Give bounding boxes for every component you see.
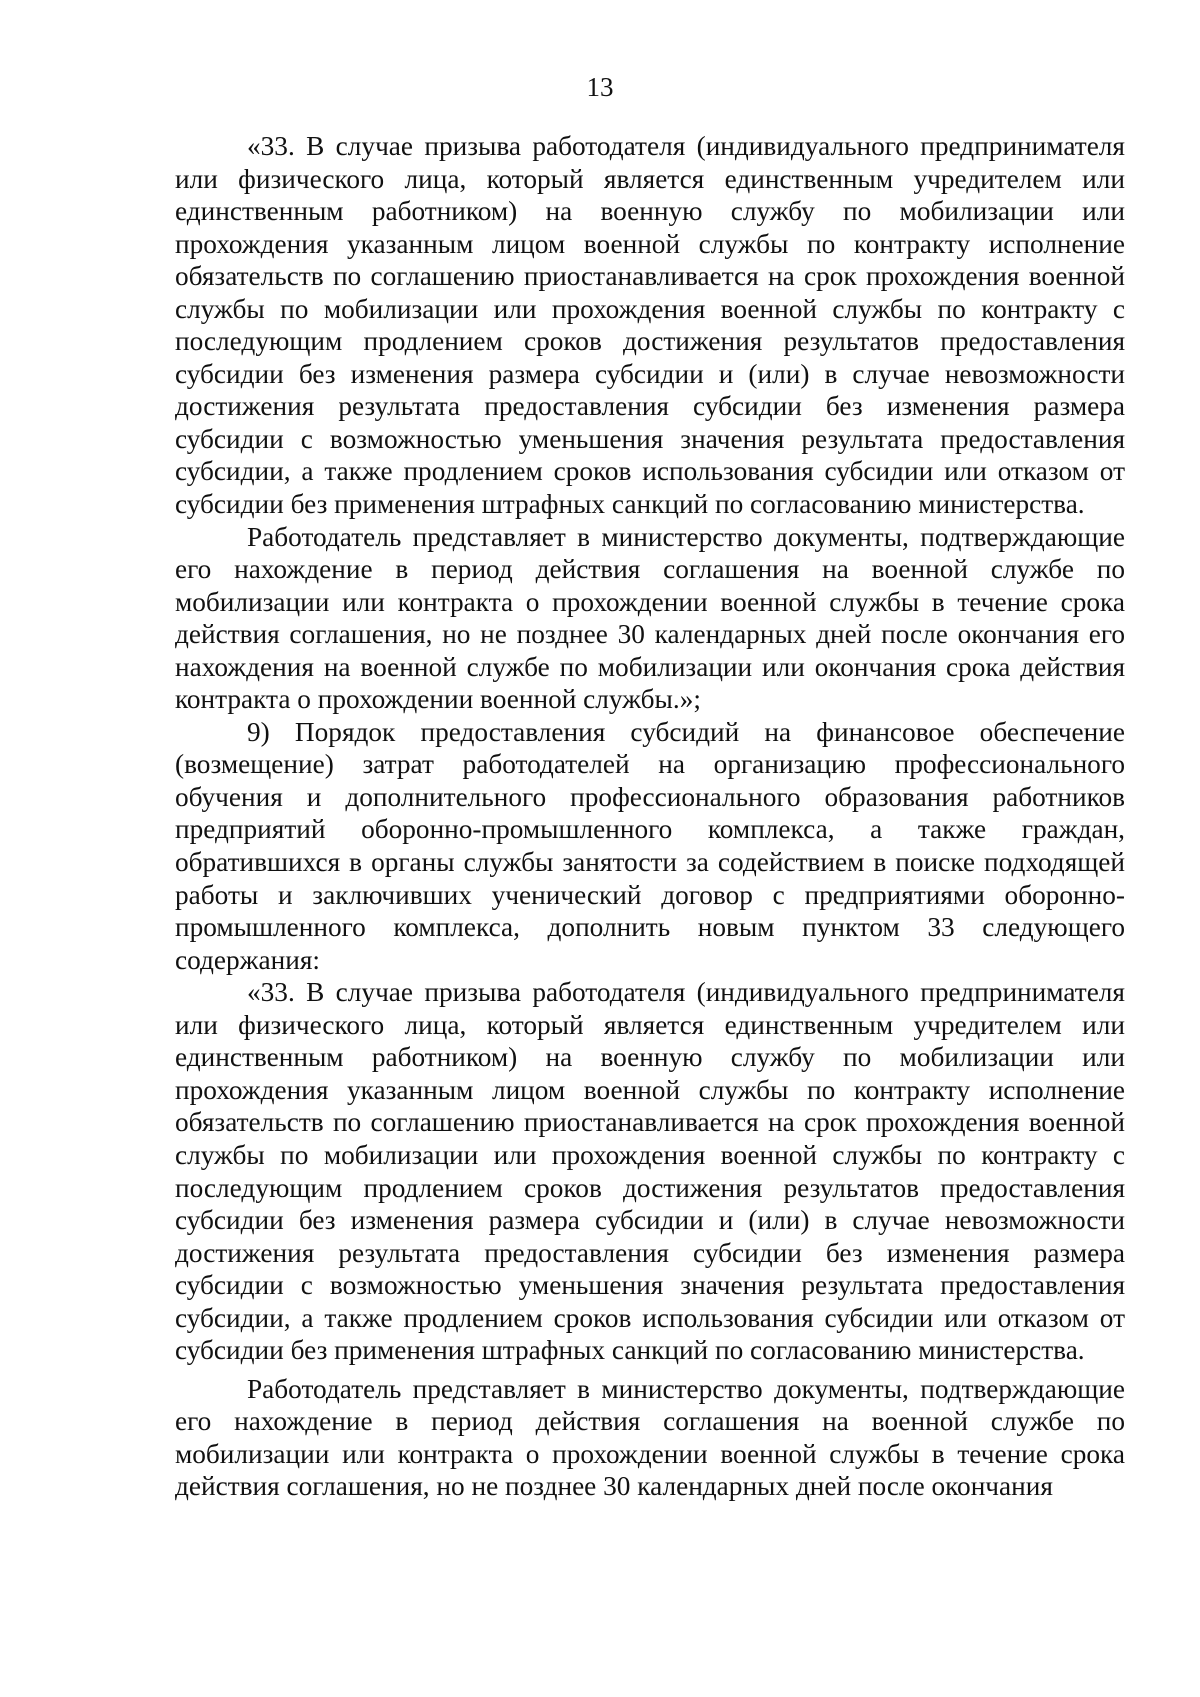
paragraph-employer-documents-repeat: Работодатель представляет в министерство документы, подтверждающие его нахождение в период действия соглашения на военной службе по мобилизации или контракта о прохождении военной службы в течение срока действия соглашения, но не позднее 30 календарных дней после окончания (175, 1373, 1125, 1502)
paragraph-amendment-9: 9) Порядок предоставления субсидий на финансовое обеспечение (возмещение) затрат работодателей на организацию профессионального обучения и дополнительного профессионального образования работников предприятий оборонно-промышленного комплекса, а также граждан, обратившихся в органы службы занятости за содействием в поиске подходящей работы и заключивших ученический договор с предприятиями оборонно-промышленного комплекса, дополнить новым пунктом 33 следующего содержания: (175, 716, 1125, 975)
document-body (175, 130, 1125, 1503)
page-number: 13 (586, 72, 614, 102)
paragraph-employer-documents: Работодатель представляет в министерство документы, подтверждающие его нахождение в период действия соглашения на военной службе по мобилизации или контракта о прохождении военной службы в течение срока действия соглашения, но не позднее 30 календарных дней после окончания его нахождения на военной службе по мобилизации или окончания срока действия контракта о прохождении военной службы.»; (175, 521, 1125, 715)
paragraph-new-item-33: «33. В случае призыва работодателя (индивидуального предпринимателя или физического лица, который является единственным учредителем или единственным работником) на военную службу по мобилизации или прохождения указанным лицом военной службы по контракту исполнение обязательств по соглашению приостанавливается на срок прохождения военной службы по мобилизации или прохождения военной службы по контракту с последующим продлением сроков достижения результатов предоставления субсидии без изменения размера субсидии и (или) в случае невозможности достижения результата предоставления субсидии без изменения размера субсидии с возможностью уменьшения значения результата предоставления субсидии, а также продлением сроков использования субсидии или отказом от субсидии без применения штрафных санкций по согласованию министерства. (175, 977, 1125, 1366)
paragraph-item-33-suspension: «33. В случае призыва работодателя (индивидуального предпринимателя или физического лица, который является единственным учредителем или единственным работником) на военную службу по мобилизации или прохождения указанным лицом военной службы по контракту исполнение обязательств по соглашению приостанавливается на срок прохождения военной службы по мобилизации или прохождения военной службы по контракту с последующим продлением сроков достижения результатов предоставления субсидии без изменения размера субсидии и (или) в случае невозможности достижения результата предоставления субсидии без изменения размера субсидии с возможностью уменьшения значения результата предоставления субсидии, а также продлением сроков использования субсидии или отказом от субсидии без применения штрафных санкций по согласованию министерства. (175, 131, 1125, 520)
